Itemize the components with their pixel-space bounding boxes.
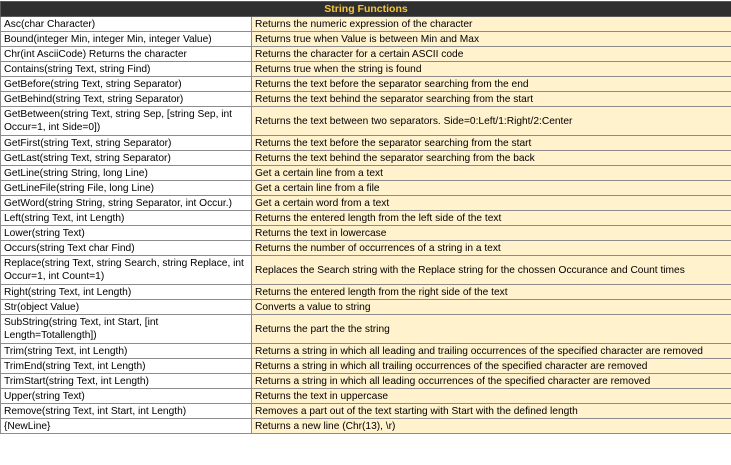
table-row — [1, 17, 731, 32]
function-signature-cell: GetBehind(string Text, string Separator) — [1, 92, 252, 107]
table-row — [1, 389, 731, 404]
function-description-cell: Returns true when Value is between Min and Max — [252, 32, 731, 47]
table-row — [1, 136, 731, 151]
function-signature-cell: Bound(integer Min, integer Min, integer Value) — [1, 32, 252, 47]
function-description-cell: Returns a string in which all trailing occurrences of the specified character are removed — [252, 359, 731, 374]
table-row — [1, 47, 731, 62]
function-signature-cell: Trim(string Text, int Length) — [1, 344, 252, 359]
function-signature-cell: TrimEnd(string Text, int Length) — [1, 359, 252, 374]
function-description-cell: Returns a string in which all leading and trailing occurrences of the specified character are removed — [252, 344, 731, 359]
function-description-cell: Get a certain line from a file — [252, 181, 731, 196]
table-row — [1, 77, 731, 92]
table-row — [1, 300, 731, 315]
table-row — [1, 404, 731, 419]
function-description-cell: Returns the text behind the separator searching from the back — [252, 151, 731, 166]
function-signature-cell: Remove(string Text, int Start, int Length) — [1, 404, 252, 419]
function-signature-cell: GetLineFile(string File, long Line) — [1, 181, 252, 196]
function-signature-cell: SubString(string Text, int Start, [int Length=Totallength]) — [1, 315, 252, 344]
function-signature-cell: Upper(string Text) — [1, 389, 252, 404]
table-row — [1, 62, 731, 77]
table-row — [1, 211, 731, 226]
table-row — [1, 226, 731, 241]
function-description-cell: Returns the text before the separator searching from the start — [252, 136, 731, 151]
function-signature-cell: Chr(int AsciiCode) Returns the character — [1, 47, 252, 62]
table-body — [1, 17, 731, 434]
function-description-cell: Returns a new line (Chr(13), \r) — [252, 419, 731, 434]
function-description-cell: Returns the text before the separator searching from the end — [252, 77, 731, 92]
string-functions-table — [0, 1, 731, 434]
function-signature-cell: {NewLine} — [1, 419, 252, 434]
function-signature-cell: Occurs(string Text char Find) — [1, 241, 252, 256]
function-description-cell: Returns the text in uppercase — [252, 389, 731, 404]
table-title-row — [1, 2, 731, 17]
function-signature-cell: Right(string Text, int Length) — [1, 285, 252, 300]
function-signature-cell: GetLast(string Text, string Separator) — [1, 151, 252, 166]
function-description-cell: Get a certain line from a text — [252, 166, 731, 181]
function-description-cell: Returns the part the the string — [252, 315, 731, 344]
function-description-cell: Returns true when the string is found — [252, 62, 731, 77]
function-description-cell: Returns the number of occurrences of a string in a text — [252, 241, 731, 256]
table-row — [1, 32, 731, 47]
function-signature-cell: Replace(string Text, string Search, string Replace, int Occur=1, int Count=1) — [1, 256, 252, 285]
table-row — [1, 166, 731, 181]
function-description-cell: Returns the numeric expression of the character — [252, 17, 731, 32]
table-row — [1, 181, 731, 196]
table-row — [1, 359, 731, 374]
table-row — [1, 196, 731, 211]
function-signature-cell: TrimStart(string Text, int Length) — [1, 374, 252, 389]
function-signature-cell: Contains(string Text, string Find) — [1, 62, 252, 77]
function-signature-cell: GetLine(string String, long Line) — [1, 166, 252, 181]
function-signature-cell: GetBetween(string Text, string Sep, [string Sep, int Occur=1, int Side=0]) — [1, 107, 252, 136]
table-row — [1, 374, 731, 389]
function-signature-cell: Left(string Text, int Length) — [1, 211, 252, 226]
function-description-cell: Returns the text behind the separator searching from the start — [252, 92, 731, 107]
function-description-cell: Converts a value to string — [252, 300, 731, 315]
function-description-cell: Returns the character for a certain ASCII code — [252, 47, 731, 62]
table-row — [1, 256, 731, 285]
function-description-cell: Returns a string in which all leading occurrences of the specified character are removed — [252, 374, 731, 389]
table-row — [1, 419, 731, 434]
function-signature-cell: GetFirst(string Text, string Separator) — [1, 136, 252, 151]
function-description-cell: Returns the entered length from the left side of the text — [252, 211, 731, 226]
function-signature-cell: GetBefore(string Text, string Separator) — [1, 77, 252, 92]
function-description-cell: Returns the entered length from the right side of the text — [252, 285, 731, 300]
table-row — [1, 285, 731, 300]
table-row — [1, 344, 731, 359]
function-signature-cell: Asc(char Character) — [1, 17, 252, 32]
function-signature-cell: Lower(string Text) — [1, 226, 252, 241]
function-description-cell: Returns the text between two separators. Side=0:Left/1:Right/2:Center — [252, 107, 731, 136]
table-row — [1, 92, 731, 107]
table-title: String Functions — [1, 2, 731, 17]
function-signature-cell: GetWord(string String, string Separator, int Occur.) — [1, 196, 252, 211]
table-row — [1, 315, 731, 344]
function-description-cell: Removes a part out of the text starting with Start with the defined length — [252, 404, 731, 419]
table-row — [1, 107, 731, 136]
function-signature-cell: Str(object Value) — [1, 300, 252, 315]
table-row — [1, 151, 731, 166]
table-row — [1, 241, 731, 256]
function-description-cell: Returns the text in lowercase — [252, 226, 731, 241]
function-description-cell: Replaces the Search string with the Replace string for the chossen Occurance and Count times — [252, 256, 731, 285]
function-description-cell: Get a certain word from a text — [252, 196, 731, 211]
